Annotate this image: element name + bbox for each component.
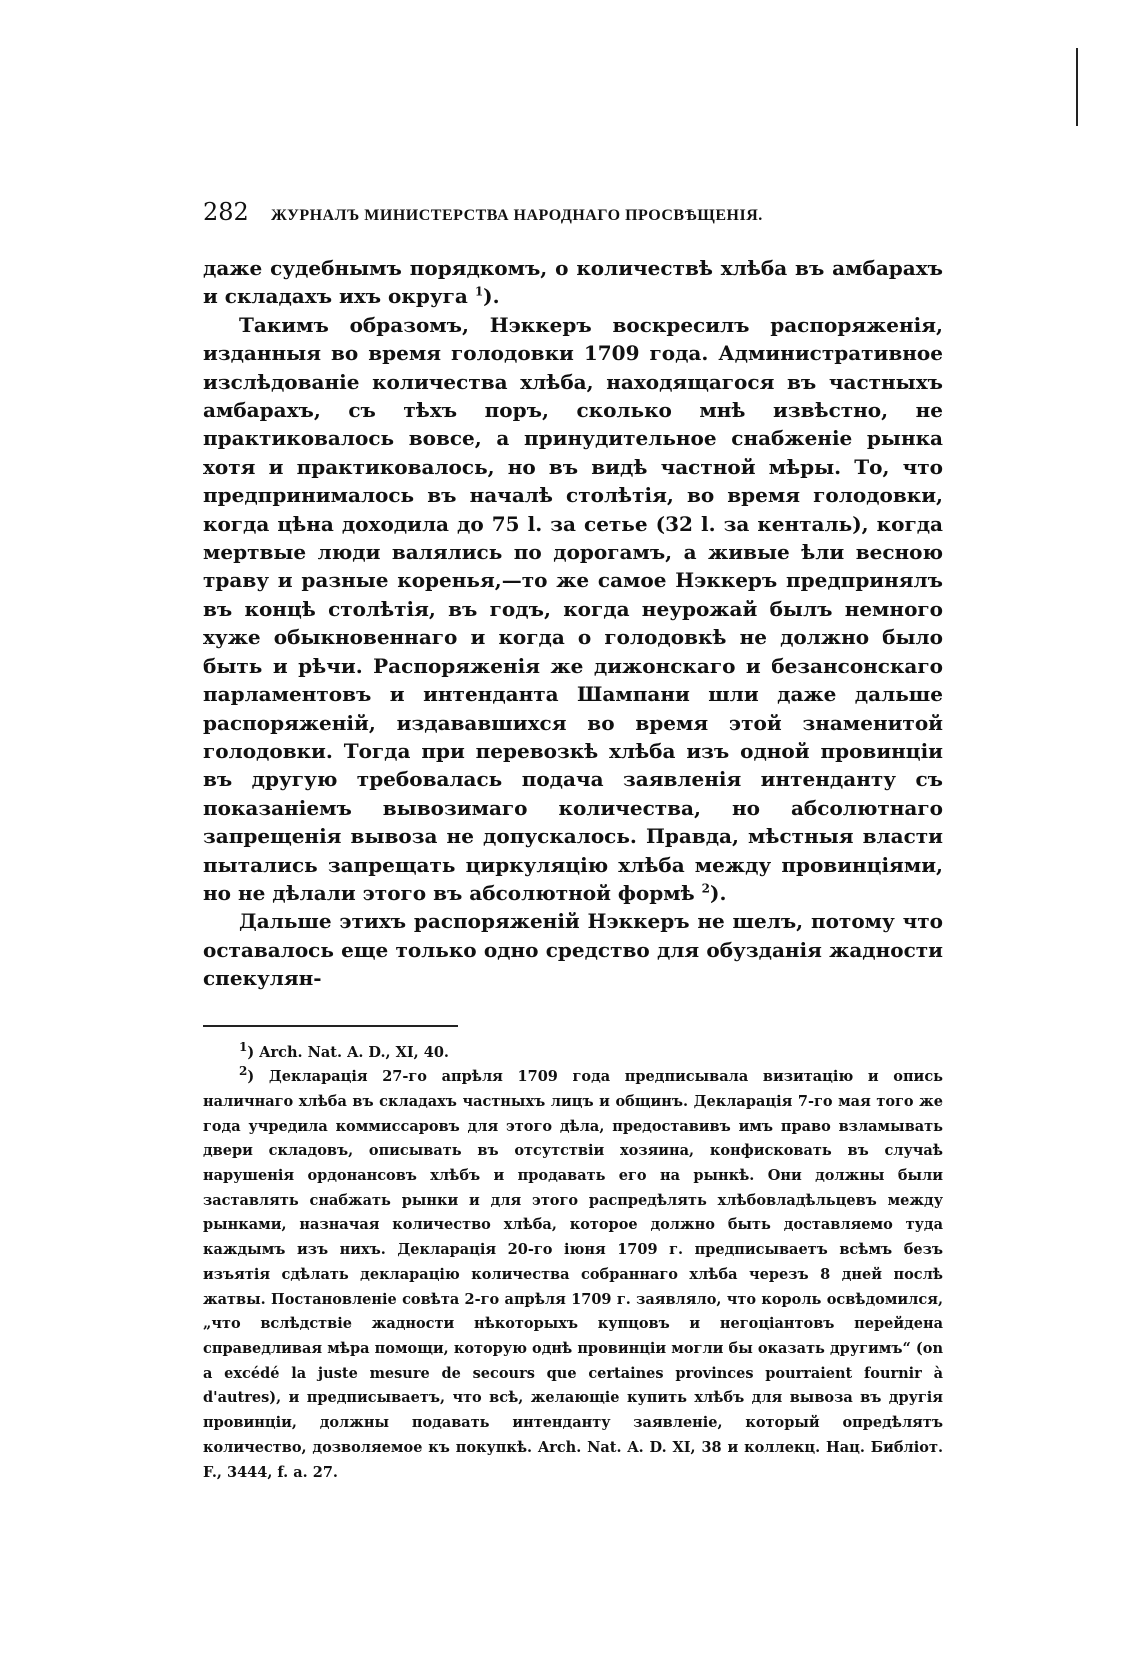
- footnote-1-mark: 1: [239, 1039, 248, 1054]
- paragraph-2: [203, 311, 943, 908]
- main-text: [203, 254, 943, 993]
- footnote-2-text: ) Декларація 27-го апрѣля 1709 года предписывала визитацію и опись наличнаго хлѣба въ складахъ частныхъ лицъ и общинъ. Декларація 7-го мая того же года учредила коммиссаровъ для этого дѣла, предоставивъ имъ право взламывать двери складовъ, описывать въ отсутствіи хозяина, конфисковать въ случаѣ нарушенія ордонансовъ хлѣбъ и продавать его на рынкѣ. Они должны были заставлять снабжать рынки и для этого распредѣлять хлѣбовладѣльцевъ между рынками, назначая количество хлѣба, которое должно быть доставляемо туда каждымъ изъ нихъ. Декларація 20-го іюня 1709 г. предписываетъ всѣмъ безъ изъятія сдѣлать декларацію количества собраннаго хлѣба черезъ 8 дней послѣ жатвы. Постановленіе совѣта 2-го апрѣля 1709 г. заявляло, что король освѣдомился, „что вслѣдствіе жадности нѣкоторыхъ купцовъ и негоціантовъ перейдена справедливая мѣра помощи, которую однѣ провинціи могли бы оказать другимъ“ (on a excédé la juste mesure de secours que certaines provinces pourraient fournir à d'autres), и предписываетъ, что всѣ, желающіе купить хлѣбъ для вывоза въ другія провинціи, должны подавать интенданту заявленіе, который опредѣлятъ количество, дозволяемое къ покупкѣ. Arch. Nat. A. D. XI, 38 и коллекц. Нац. Библіот. F., 3444, f. a. 27.: [203, 1068, 943, 1481]
- paragraph-1: [203, 254, 943, 311]
- book-page: [203, 198, 943, 1485]
- paragraph-2-tail: ).: [710, 880, 727, 905]
- journal-title: ЖУРНАЛЪ МИНИСТЕРСТВА НАРОДНАГО ПРОСВѢЩЕНІЯ.: [271, 207, 763, 224]
- running-header: [203, 198, 943, 232]
- footnote-1: [203, 1041, 943, 1066]
- footnote-ref-2: 2: [701, 881, 711, 896]
- paragraph-2-text: Такимъ образомъ, Нэккеръ воскресилъ распоряженія, изданныя во время голодовки 1709 года. Административное изслѣдованіе количества хлѣба, находящагося въ частныхъ амбарахъ, съ тѣхъ поръ, сколько мнѣ извѣстно, не практиковалось вовсе, а принудительное снабженіе рынка хотя и практиковалось, но въ видѣ частной мѣры. То, что предпринималось въ началѣ столѣтія, во время голодовки, когда цѣна доходила до 75 l. за сетье (32 l. за кенталь), когда мертвые люди валялись по дорогамъ, а живые ѣли весною траву и разные коренья,—то же самое Нэккеръ предпринялъ въ концѣ столѣтія, въ годъ, когда неурожай былъ немного хуже обыкновеннаго и когда о голодовкѣ не должно было быть и рѣчи. Распоряженія же дижонскаго и безансонскаго парламентовъ и интенданта Шампани шли даже дальше распоряженій, издававшихся во время этой знаменитой голодовки. Тогда при перевозкѣ хлѣба изъ одной провинціи въ другую требовалась подача заявленія интенданту съ показаніемъ вывозимаго количества, но абсолютнаго запрещенія вывоза не допускалось. Правда, мѣстныя власти пытались запрещать циркуляцію хлѣба между провинціями, но не дѣлали этого въ абсолютной формѣ: [203, 312, 943, 905]
- footnotes: [203, 1041, 943, 1486]
- footnote-2-mark: 2: [239, 1064, 248, 1079]
- scan-edge-mark: [1076, 48, 1078, 126]
- footnote-2: [203, 1065, 943, 1485]
- paragraph-1-text: даже судебнымъ порядкомъ, о количествѣ хлѣба въ амбарахъ и складахъ ихъ округа: [203, 256, 943, 309]
- paragraph-1-tail: ).: [483, 284, 500, 309]
- footnote-ref-1: 1: [474, 284, 484, 299]
- footnote-divider: [203, 1025, 458, 1027]
- paragraph-3: Дальше этихъ распоряженій Нэккеръ не шелъ, потому что оставалось еще только одно средство для обузданія жадности спекулян-: [203, 909, 943, 991]
- page-number: 282: [203, 198, 249, 226]
- footnote-1-text: ) Arch. Nat. A. D., XI, 40.: [247, 1043, 449, 1061]
